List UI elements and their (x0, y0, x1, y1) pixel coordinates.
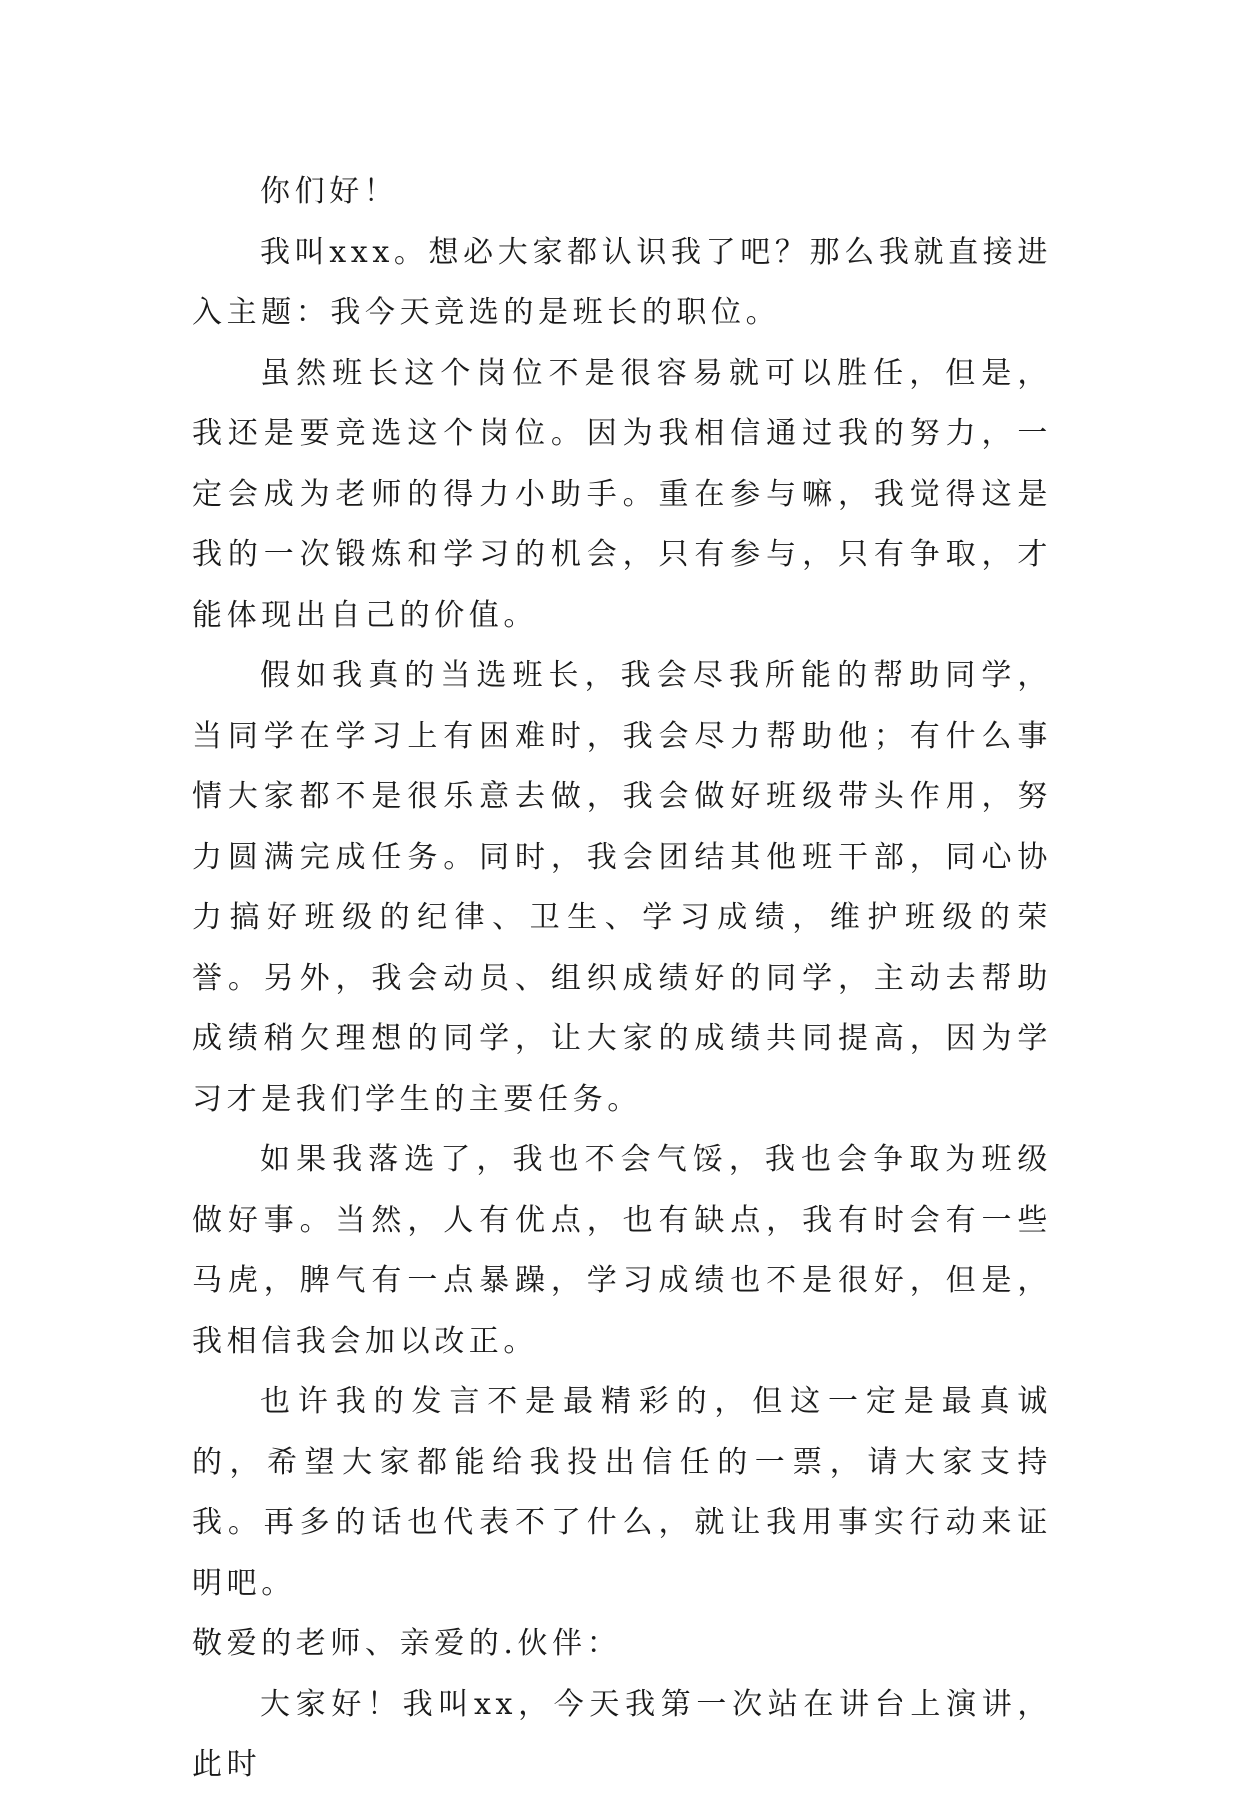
document-body (192, 162, 1052, 1796)
contingency-paragraph: 如果我落选了，我也不会气馁，我也会争取为班级做好事。当然，人有优点，也有缺点，我有时会有一些马虎，脾气有一点暴躁，学习成绩也不是很好，但是，我相信我会加以改正。 (192, 1142, 1052, 1359)
introduction-paragraph: 我叫xxx。想必大家都认识我了吧？那么我就直接进入主题：我今天竞选的是班长的职位。 (192, 234, 1052, 330)
greeting-paragraph: 你们好！ (260, 174, 399, 209)
plan-paragraph: 假如我真的当选班长，我会尽我所能的帮助同学，当同学在学习上有困难时，我会尽力帮助他；有什么事情大家都不是很乐意去做，我会做好班级带头作用，努力圆满完成任务。同时，我会团结其他班干部，同心协力搞好班级的纪律、卫生、学习成绩，维护班级的荣誉。另外，我会动员、组织成绩好的同学，主动去帮助成绩稍欠理想的同学，让大家的成绩共同提高，因为学习才是我们学生的主要任务。 (192, 658, 1052, 1117)
conclusion-paragraph: 也许我的发言不是最精彩的，但这一定是最真诚的，希望大家都能给我投出信任的一票，请大家支持我。再多的话也代表不了什么，就让我用事实行动来证明吧。 (192, 1384, 1052, 1601)
salutation-line: 敬爱的老师、亲爱的.伙伴： (192, 1626, 622, 1661)
second-speech-opening-paragraph: 大家好！我叫xx，今天我第一次站在讲台上演讲，此时 (192, 1686, 1052, 1782)
motivation-paragraph: 虽然班长这个岗位不是很容易就可以胜任，但是，我还是要竞选这个岗位。因为我相信通过我的努力，一定会成为老师的得力小助手。重在参与嘛，我觉得这是我的一次锻炼和学习的机会，只有参与，只有争取，才能体现出自己的价值。 (192, 355, 1052, 633)
